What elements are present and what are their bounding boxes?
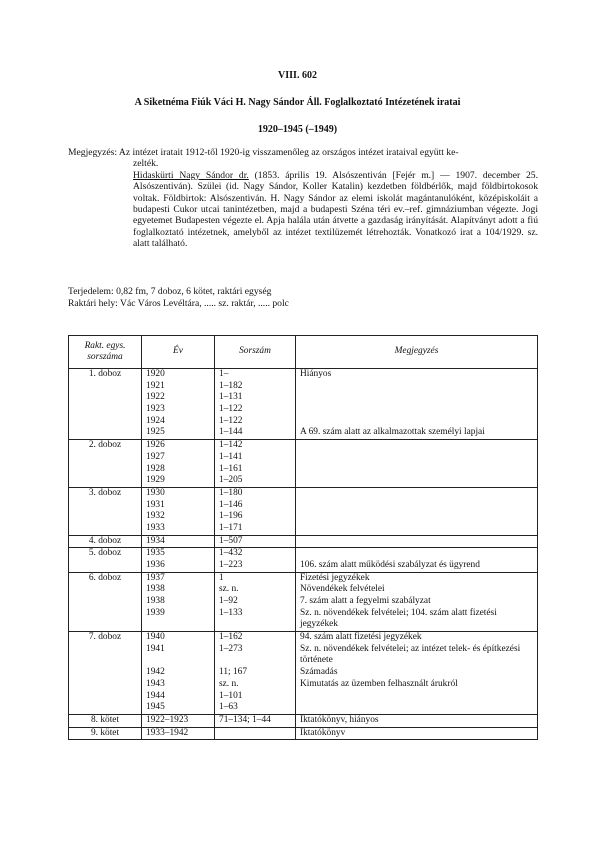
note-cell [296,572,538,631]
number-value: 1–144 [219,427,243,438]
note-cell [296,548,538,572]
number-value: 1–141 [219,451,243,462]
table-row [69,535,538,548]
year-cell [142,714,215,727]
note-line2: zelték. [133,158,159,170]
table-row [69,714,538,727]
unit-cell [69,714,142,727]
note-value [300,475,533,487]
unit-cell [69,487,142,535]
unit-cell [69,572,142,631]
note-value: 94. szám alatt fizetési jegyzékek [300,632,422,643]
table-row [69,487,538,535]
table-row [69,548,538,572]
year-value: 1940 [146,632,165,643]
note-value: Fizetési jegyzékek [300,572,370,583]
year-cell [142,369,215,440]
person-name: Hidaskürti Nagy Sándor dr. [133,169,249,181]
number-value [219,728,291,740]
year-value: 1938 [146,596,165,607]
location-line: Raktári hely: Vác Város Levéltára, ..... sz. raktár, ..... polc [68,298,289,309]
year-cell [142,487,215,535]
note-value [300,392,533,404]
year-value: 1923 [146,404,165,415]
year-value: 1922 [146,392,165,403]
number-value: 1–432 [219,548,243,559]
year-cell [142,440,215,488]
number-cell [215,487,296,535]
note-value [300,511,533,523]
number-value: 1–133 [219,607,243,618]
unit-cell [69,727,142,740]
table-header-row [69,336,538,369]
note-value: Sz. n. növendékek felvételei; az intézet telek- és építkezési története [300,643,521,666]
table-row [69,632,538,715]
note-cell [296,487,538,535]
number-value: 1–142 [219,440,243,451]
year-cell [142,727,215,740]
unit-label: 2. doboz [88,440,122,451]
note-value [300,381,533,393]
number-value: 1–131 [219,392,243,403]
number-cell [215,369,296,440]
unit-label: 3. doboz [88,487,122,498]
year-value: 1926 [146,440,165,451]
table-row [69,440,538,488]
table-row [69,572,538,631]
note-line1: Az intézet iratait 1912-től 1920-ig visszamenőleg az országos intézet irataival együtt ke- [118,147,459,158]
year-value: 1942 [146,667,165,678]
number-value: 1 [219,572,224,583]
note-value: A 69. szám alatt az alkalmazottak személyi lapjai [300,427,485,438]
year-value: 1924 [146,415,165,426]
year-value: 1931 [146,499,165,510]
note-cell [296,369,538,440]
note-value [300,488,533,500]
year-value: 1933 [146,522,165,533]
note-value [300,464,533,476]
number-value: 1–182 [219,380,243,391]
unit-label: 6. doboz [88,572,122,583]
note-value [300,548,533,560]
number-value: 1– [219,369,229,379]
year-value: 1922–1923 [146,714,189,725]
table-row [69,369,538,440]
unit-label: 5. doboz [88,548,122,559]
date-range: 1920–1945 (–1949) [257,124,338,135]
number-cell [215,727,296,740]
inventory-table [68,335,538,740]
number-value: sz. n. [219,584,239,595]
note-value: Kimutatás az üzemben felhasznált árukról [300,678,458,689]
year-cell [142,535,215,548]
note-cell [296,727,538,740]
year-value: 1937 [146,572,165,583]
col-header-number: Sorszám [215,336,296,369]
unit-label: 1. doboz [88,369,122,379]
unit-label: 4. doboz [88,535,122,546]
unit-label: 9. kötet [90,727,120,738]
note-value [300,404,533,416]
number-value: 1–122 [219,415,243,426]
number-value: 11; 167 [219,667,248,678]
number-value: 1–171 [219,522,243,533]
year-value: 1932 [146,511,165,522]
unit-cell [69,632,142,715]
number-value: 1–507 [219,535,243,546]
note-value [300,536,533,548]
number-value: 1–196 [219,511,243,522]
fond-code: VIII. 602 [278,70,317,81]
note-value [300,500,533,512]
year-cell [142,632,215,715]
note-cell [296,714,538,727]
number-value: 1–122 [219,404,243,415]
note-value [300,523,533,535]
number-value: 1–205 [219,475,243,486]
unit-label: 7. doboz [88,632,122,643]
table-row [69,727,538,740]
unit-cell [69,440,142,488]
number-value: 1–146 [219,499,243,510]
year-value: 1930 [146,487,165,498]
year-value: 1920 [146,369,165,379]
number-value: sz. n. [219,678,239,689]
col-header-note: Megjegyzés [296,336,538,369]
note-value [300,702,533,714]
number-cell [215,572,296,631]
note-value: Sz. n. növendékek felvételei; 104. szám alatt fizetési jegyzékek [300,607,497,629]
year-value: 1943 [146,678,165,689]
note-value: Hiányos [300,369,332,379]
note-value: Növendékek felvételei [300,584,385,595]
year-value: 1945 [146,702,165,713]
number-value: 1–273 [219,643,243,654]
year-value: 1944 [146,690,165,701]
note-value [300,452,533,464]
note-value: Iktatókönyv, hiányos [300,714,379,725]
note-value: 7. szám alatt a fegyelmi szabályzat [300,596,431,607]
year-value: 1921 [146,380,165,391]
unit-cell [69,548,142,572]
year-value: 1935 [146,548,165,559]
year-value: 1925 [146,427,165,438]
note-value [300,691,533,703]
unit-cell [69,535,142,548]
year-value: 1936 [146,560,165,570]
number-cell [215,632,296,715]
year-value: 1928 [146,463,165,474]
number-cell [215,440,296,488]
year-value: 1933–1942 [146,727,189,738]
note-value: 106. szám alatt működési szabályzat és ügyrend [300,560,480,570]
number-value: 1–92 [219,596,238,607]
number-value: 1–63 [219,702,238,713]
note-value [300,440,533,452]
note-value [300,416,533,428]
note-label: Megjegyzés: [68,147,118,158]
note-block [68,147,538,250]
number-cell [215,548,296,572]
number-cell [215,535,296,548]
number-value: 1–223 [219,560,243,570]
number-cell [215,714,296,727]
table-body [69,369,538,740]
number-value: 1–180 [219,487,243,498]
unit-cell [69,369,142,440]
note-value: Számadás [300,667,338,678]
year-value: 1941 [146,643,165,654]
col-header-unit: Rakt. egys. sorszáma [69,336,142,369]
note-value: Iktatókönyv [300,727,346,738]
extent-line: Terjedelem: 0,82 fm, 7 doboz, 6 kötet, raktári egység [68,286,272,297]
note-cell [296,440,538,488]
year-cell [142,548,215,572]
person-bio: (1853. április 19. Alsószentiván [Fejér m.] — 1907. december 25. Alsószentiván). Szülei (id. Nagy Sándor, Koller Katalin) kezdetben földbérlők, majd földbirtokosok voltak. Földbirtok: Alsószentiván. H. Nagy Sándor az elemi iskolát magántanulóként, középiskoláit a budapesti Cukor utcai tanintézetben, majd a budapesti Széna téri ev.–ref. gimnáziumban végezte. Jogi egyetemet Budapesten végezte el. Apja halála után átvette a gazdaság irányítását. Alapítványt adott a fiú foglalkoztató intézetnek, amelyből az intézet textilüzemét létrehozták. Vonatkozó irat a 104/1929. sz. alatt található. [133,169,538,250]
number-value: 71–134; 1–44 [219,714,271,725]
col-header-year: Év [142,336,215,369]
year-value: 1927 [146,451,165,462]
year-value: 1934 [146,535,165,546]
year-value: 1938 [146,584,165,595]
number-value: 1–161 [219,463,243,474]
number-value: 1–101 [219,690,243,701]
number-value: 1–162 [219,632,243,643]
year-cell [142,572,215,631]
note-cell [296,632,538,715]
document-title: A Siketnéma Fiúk Váci H. Nagy Sándor Áll. Foglalkoztató Intézetének iratai [134,97,461,108]
year-value: 1939 [146,607,165,618]
note-cell [296,535,538,548]
unit-label: 8. kötet [90,714,120,725]
year-value: 1929 [146,475,165,486]
